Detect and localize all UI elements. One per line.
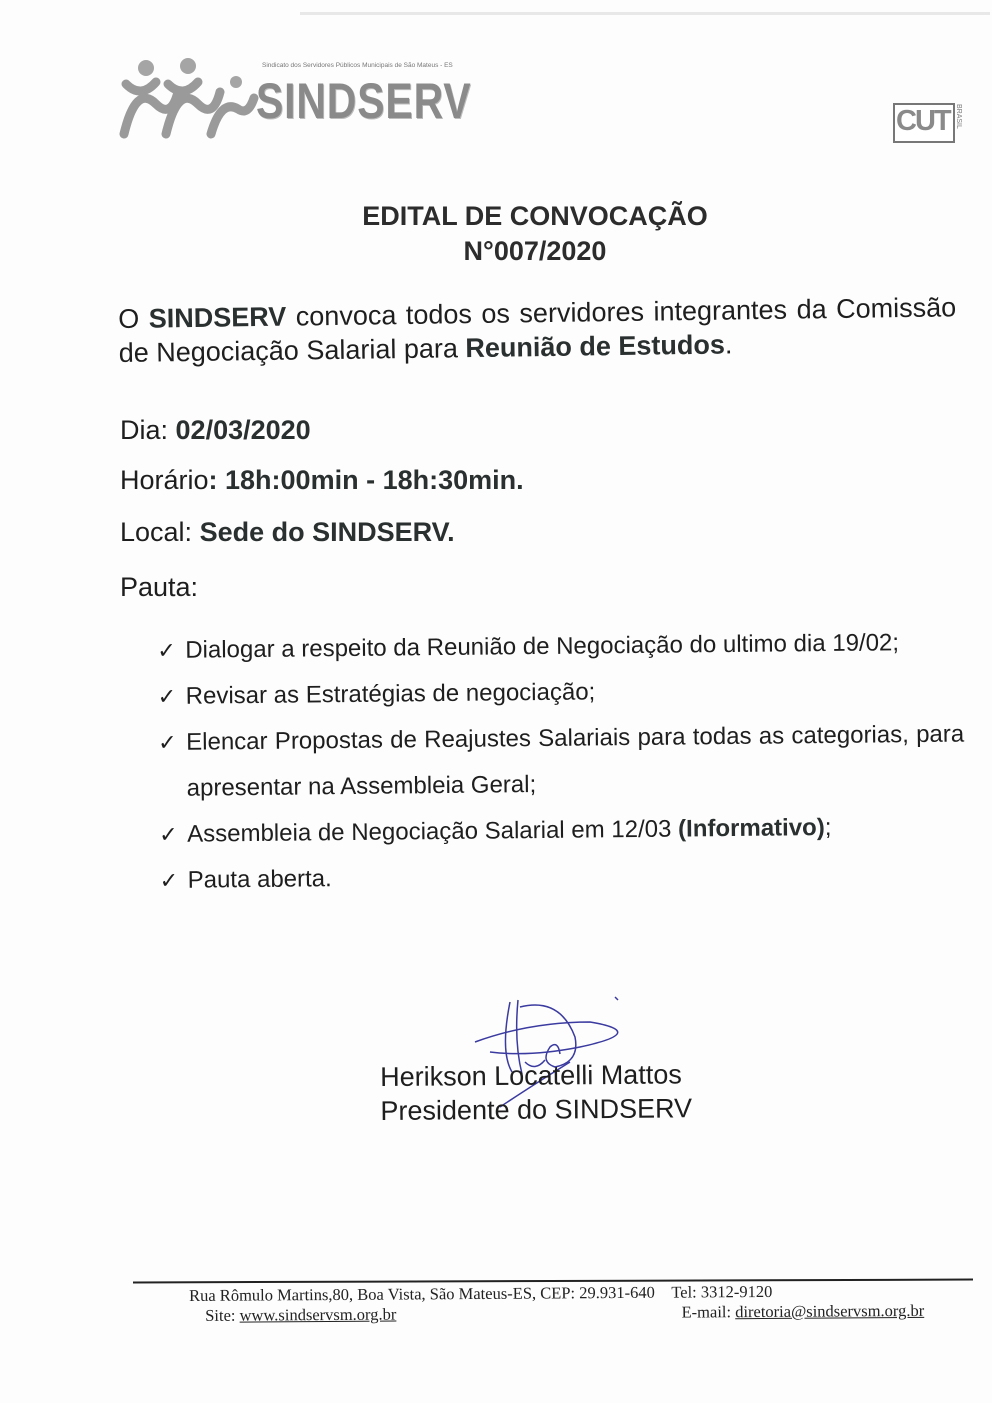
field-time xyxy=(120,465,524,496)
agenda-label: Pauta: xyxy=(120,572,199,602)
day-label: Dia: xyxy=(120,415,176,445)
place-value: Sede do SINDSERV. xyxy=(199,517,455,547)
agenda-item-text: Revisar as Estratégias de negociação; xyxy=(185,678,596,710)
document-title: EDITAL DE CONVOCAÇÃO xyxy=(362,201,708,231)
email-label: E-mail: xyxy=(681,1302,736,1322)
site-label: Site: xyxy=(205,1305,240,1325)
agenda-item-text: Dialogar a respeito da Reunião de Negociação do ultimo dia 19/02; xyxy=(185,629,900,664)
site-link[interactable]: www.sindservsm.org.br xyxy=(239,1304,397,1325)
day-value: 02/03/2020 xyxy=(175,415,311,445)
place-label: Local: xyxy=(120,517,200,547)
document-number: N°007/2020 xyxy=(463,236,607,266)
signature-block xyxy=(380,1057,692,1128)
time-value: : 18h:00min - 18h:30min. xyxy=(208,465,524,495)
agenda-item xyxy=(158,712,965,812)
footer-site xyxy=(205,1305,396,1326)
field-day xyxy=(120,415,311,446)
signer-name: Herikson Locatelli Mattos xyxy=(380,1059,682,1092)
check-icon: ✓ xyxy=(158,729,177,755)
intro-middle: convoca todos os servidores integrantes da Comissão de Negociação Salarial para xyxy=(118,292,957,368)
cut-logo xyxy=(893,103,963,141)
signer-role: Presidente do SINDSERV xyxy=(380,1093,693,1126)
agenda-item-text: Pauta aberta. xyxy=(187,865,332,894)
check-icon: ✓ xyxy=(157,683,177,709)
footer-email xyxy=(681,1301,924,1323)
intro-suffix: . xyxy=(724,329,733,360)
intro-org: SINDSERV xyxy=(148,301,287,334)
agenda-item-suffix: ; xyxy=(824,813,832,842)
scan-edge-line xyxy=(300,12,990,15)
agenda-item-bold: (Informativo) xyxy=(677,814,825,843)
intro-paragraph xyxy=(118,290,957,370)
logo-tagline: Sindicato dos Servidores Públicos Municipais de São Mateus - ES xyxy=(262,62,453,69)
time-label: Horário xyxy=(120,465,209,495)
agenda-item-text: Assembleia de Negociação Salarial em 12/03 xyxy=(187,815,679,848)
cut-logo-subtext: BRASIL xyxy=(955,104,962,129)
people-figures-icon xyxy=(116,54,266,144)
check-icon: ✓ xyxy=(157,637,176,663)
agenda-list xyxy=(157,620,966,904)
check-icon: ✓ xyxy=(159,867,179,893)
check-icon: ✓ xyxy=(159,821,178,847)
intro-prefix: O xyxy=(118,303,149,334)
intro-meeting: Reunião de Estudos xyxy=(465,329,726,364)
footer-contact-row xyxy=(189,1301,924,1326)
agenda-item xyxy=(159,850,965,904)
cut-logo-text: CUT xyxy=(896,105,950,137)
footer-address: Rua Rômulo Martins,80, Boa Vista, São Mateus-ES, CEP: 29.931-640 xyxy=(189,1282,655,1305)
footer-tel: Tel: 3312-9120 xyxy=(671,1281,773,1302)
field-place xyxy=(120,517,455,548)
sindserv-logo xyxy=(116,54,476,144)
footer xyxy=(189,1281,924,1326)
logo-brand-text: SINDSERV xyxy=(256,73,472,129)
email-link[interactable]: diretoria@sindservsm.org.br xyxy=(735,1300,925,1322)
agenda-item-text: Elencar Propostas de Reajustes Salariais para todas as categorias, para apresentar na Assembleia Geral; xyxy=(186,720,965,802)
